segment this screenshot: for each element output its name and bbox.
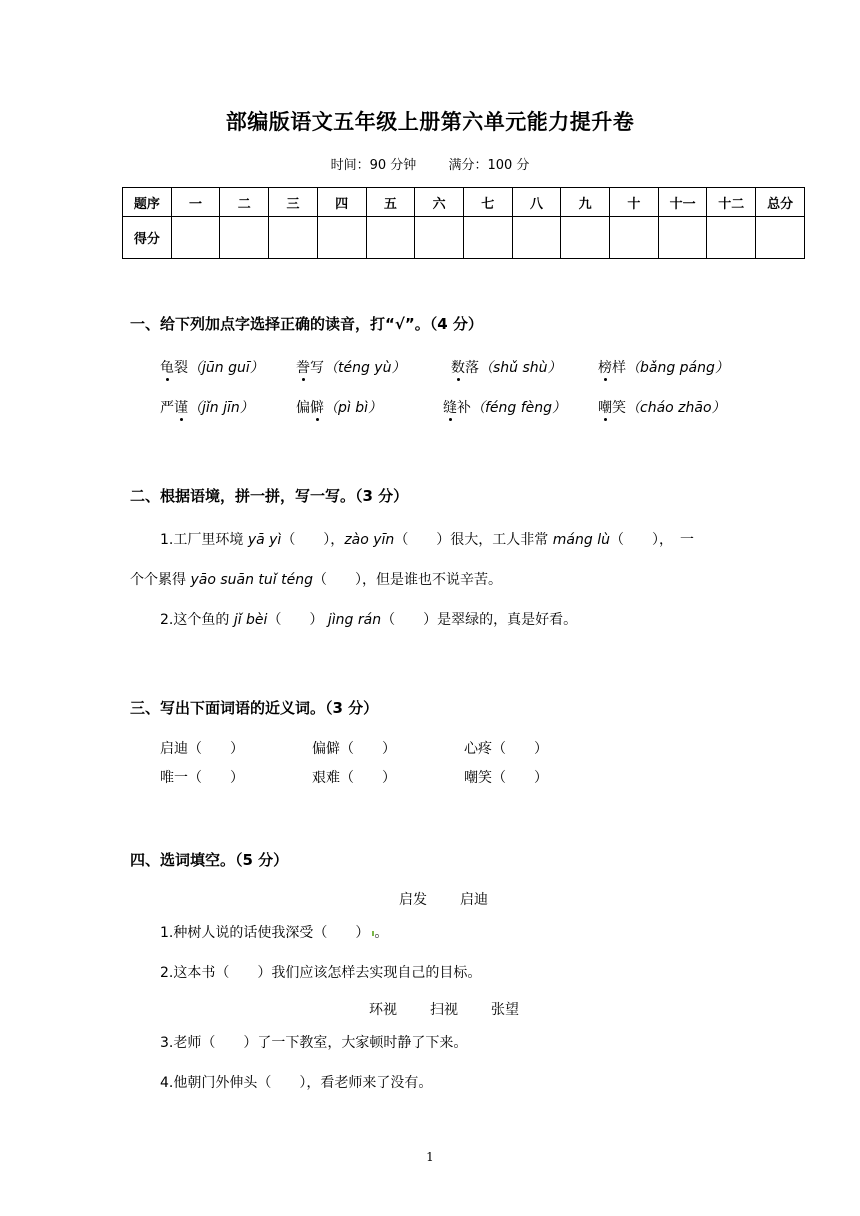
score-cell[interactable] (756, 217, 805, 259)
page-title: 部编版语文五年级上册第六单元能力提升卷 (225, 110, 635, 134)
pinyin: jìng rán (327, 612, 382, 628)
char: 笑 (612, 400, 626, 416)
page-number: 1 (426, 1150, 434, 1164)
blank[interactable]: （ ），但是谁也不说辛苦。 (312, 572, 502, 588)
synonym-item[interactable]: 艰难（ ） (312, 770, 396, 786)
char: 样 (612, 360, 626, 376)
dotted-char: 谨 (174, 400, 188, 416)
header-cell: 五 (366, 188, 415, 217)
header-cell: 一 (171, 188, 220, 217)
pinyin-choice: （jūn guī） (188, 360, 264, 376)
dotted-char: 誊 (296, 360, 310, 376)
score-cell[interactable] (658, 217, 707, 259)
blank[interactable]: （ ）是翠绿的，真是好看。 (381, 612, 578, 628)
word-choice: 张望 (491, 1002, 519, 1018)
score-cell[interactable] (220, 217, 269, 259)
exam-full-score: 满分：100 分 (448, 158, 530, 173)
dotted-char: 榜 (598, 360, 612, 376)
s1-item (160, 397, 254, 417)
word-choice: 扫视 (430, 1002, 458, 1018)
dotted-char: 嘲 (598, 400, 612, 416)
s1-item (451, 357, 562, 377)
pinyin-choice: （shǔ shù） (479, 360, 562, 376)
pinyin: jǐ bèi (233, 612, 268, 628)
s1-item (598, 357, 729, 377)
text: 。 (374, 925, 389, 941)
synonym-item[interactable]: 偏僻（ ） (312, 741, 396, 757)
pinyin: yā yì (247, 532, 282, 548)
s1-item (443, 397, 566, 417)
section-4-heading: 四、选词填空。（5 分） (130, 851, 289, 869)
char: 补 (457, 400, 471, 416)
s4-question-4[interactable]: 4.他朝门外伸头（ ），看老师来了没有。 (160, 1075, 433, 1091)
header-cell: 三 (269, 188, 318, 217)
blank[interactable]: （ ） (267, 612, 324, 628)
s1-item (598, 397, 726, 417)
pinyin: máng lù (552, 532, 610, 548)
s1-item (160, 357, 264, 377)
header-cell: 总分 (756, 188, 805, 217)
exam-info (0, 154, 860, 173)
word-choice: 环视 (369, 1002, 397, 1018)
score-table-score-row (123, 217, 805, 259)
text: 2.这个鱼的 (160, 612, 230, 628)
char: 落 (465, 360, 479, 376)
score-table (122, 187, 805, 259)
section-2-heading: 二、根据语境，拼一拼，写一写。（3 分） (130, 487, 409, 505)
char: 严 (160, 400, 174, 416)
dotted-char: 僻 (310, 400, 324, 416)
dotted-char: 缝 (443, 400, 457, 416)
header-cell: 七 (463, 188, 512, 217)
score-cell[interactable] (561, 217, 610, 259)
s2-line-2 (130, 569, 502, 589)
s1-item (296, 357, 405, 377)
dotted-char: 龟 (160, 360, 174, 376)
score-cell[interactable] (512, 217, 561, 259)
synonym-item[interactable]: 唯一（ ） (160, 770, 244, 786)
pinyin-choice: （féng fèng） (471, 400, 567, 416)
score-cell[interactable] (610, 217, 659, 259)
header-cell: 十一 (658, 188, 707, 217)
exam-time: 时间：90 分钟 (330, 158, 417, 173)
header-cell: 八 (512, 188, 561, 217)
word-choice: 启迪 (460, 892, 488, 908)
blank[interactable]: （ ）， (281, 532, 345, 548)
score-cell[interactable] (463, 217, 512, 259)
synonym-item[interactable]: 心疼（ ） (464, 741, 548, 757)
s4-question-2[interactable]: 2.这本书（ ）我们应该怎样去实现自己的目标。 (160, 965, 482, 981)
s1-item (296, 397, 382, 417)
score-cell[interactable] (415, 217, 464, 259)
section-1-heading: 一、给下列加点字选择正确的读音，打“√”。（4 分） (130, 315, 483, 333)
section-3-heading: 三、写出下面词语的近义词。（3 分） (130, 699, 379, 717)
score-cell[interactable] (366, 217, 415, 259)
header-cell: 六 (415, 188, 464, 217)
s2-line-3 (160, 609, 577, 629)
header-cell: 十二 (707, 188, 756, 217)
char: 写 (310, 360, 324, 376)
header-cell: 四 (317, 188, 366, 217)
pinyin-choice: （pì bì） (324, 400, 383, 416)
score-cell[interactable] (171, 217, 220, 259)
text: 1.工厂里环境 (160, 532, 244, 548)
score-row-label: 得分 (123, 217, 172, 259)
pinyin-choice: （cháo zhāo） (626, 400, 726, 416)
dotted-char: 数 (451, 360, 465, 376)
score-table-header-row (123, 188, 805, 217)
score-cell[interactable] (317, 217, 366, 259)
synonym-item[interactable]: 启迪（ ） (160, 741, 244, 757)
score-cell[interactable] (269, 217, 318, 259)
pinyin-choice: （téng yù） (324, 360, 406, 376)
header-cell: 九 (561, 188, 610, 217)
pinyin-choice: （bǎng páng） (626, 360, 729, 376)
s4-question-3[interactable]: 3.老师（ ）了一下教室，大家顿时静了下来。 (160, 1035, 468, 1051)
s4-question-1[interactable] (160, 922, 388, 942)
char: 偏 (296, 400, 310, 416)
pinyin: zào yīn (344, 532, 395, 548)
score-cell[interactable] (707, 217, 756, 259)
word-choice: 启发 (399, 892, 427, 908)
header-cell: 二 (220, 188, 269, 217)
text: 1.种树人说的话使我深受（ ） (160, 925, 370, 941)
pinyin-choice: （jǐn jīn） (188, 400, 254, 416)
header-cell: 题序 (123, 188, 172, 217)
header-cell: 十 (610, 188, 659, 217)
char: 裂 (174, 360, 188, 376)
s2-line-1 (160, 529, 694, 549)
blank[interactable]: （ ）， 一 (609, 532, 694, 548)
pinyin: yāo suān tuǐ téng (190, 572, 313, 588)
text: 个个累得 (130, 572, 186, 588)
synonym-item[interactable]: 嘲笑（ ） (464, 770, 548, 786)
blank[interactable]: （ ）很大，工人非常 (394, 532, 549, 548)
